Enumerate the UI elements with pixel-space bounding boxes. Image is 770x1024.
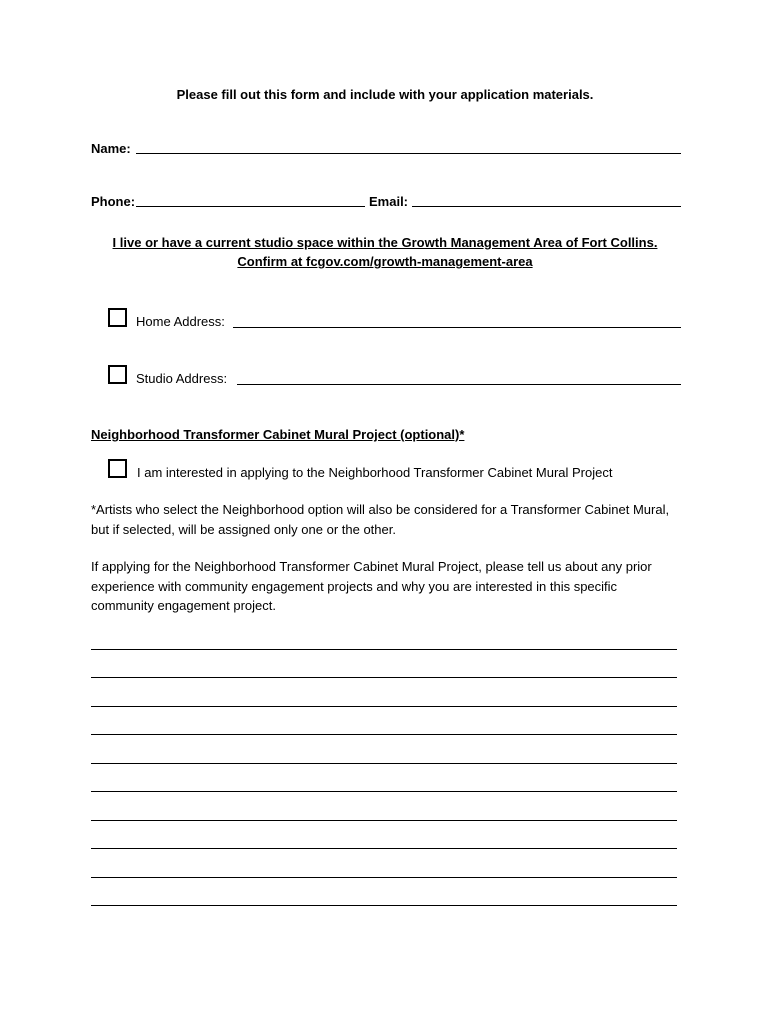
response-line[interactable] bbox=[91, 905, 677, 906]
studio-address-label: Studio Address: bbox=[136, 371, 228, 386]
home-address-field[interactable] bbox=[233, 327, 681, 328]
response-line[interactable] bbox=[91, 649, 677, 650]
response-line[interactable] bbox=[91, 791, 677, 792]
email-field[interactable] bbox=[412, 206, 681, 207]
response-line[interactable] bbox=[91, 848, 677, 849]
experience-prompt: If applying for the Neighborhood Transformer Cabinet Mural Project, please tell us about any prior experience with community engagement projects and why you are interested in this specific community engagement project. bbox=[91, 559, 652, 613]
form-instruction: Please fill out this form and include with your application materials. bbox=[176, 87, 594, 102]
response-line[interactable] bbox=[91, 763, 677, 764]
response-line[interactable] bbox=[91, 820, 677, 821]
response-line[interactable] bbox=[91, 877, 677, 878]
email-label: Email: bbox=[369, 194, 409, 209]
phone-label: Phone: bbox=[91, 194, 136, 209]
name-field[interactable] bbox=[136, 153, 681, 154]
studio-address-checkbox[interactable] bbox=[108, 365, 127, 384]
response-line[interactable] bbox=[91, 677, 677, 678]
neighborhood-interest-checkbox[interactable] bbox=[108, 459, 127, 478]
response-line[interactable] bbox=[91, 706, 677, 707]
gma-statement: I live or have a current studio space within the Growth Management Area of Fort Collins. bbox=[112, 235, 658, 250]
phone-field[interactable] bbox=[136, 206, 365, 207]
studio-address-field[interactable] bbox=[237, 384, 681, 385]
home-address-label: Home Address: bbox=[136, 314, 225, 329]
neighborhood-interest-label: I am interested in applying to the Neighborhood Transformer Cabinet Mural Project bbox=[137, 465, 613, 480]
footnote: *Artists who select the Neighborhood option will also be considered for a Transformer Cabinet Mural, but if selected, will be assigned only one or the other. bbox=[91, 502, 670, 537]
home-address-checkbox[interactable] bbox=[108, 308, 127, 327]
name-label: Name: bbox=[91, 141, 131, 156]
gma-confirm-link[interactable]: Confirm at fcgov.com/growth-management-area bbox=[237, 254, 533, 269]
neighborhood-heading: Neighborhood Transformer Cabinet Mural Project (optional)* bbox=[91, 427, 465, 442]
response-line[interactable] bbox=[91, 734, 677, 735]
